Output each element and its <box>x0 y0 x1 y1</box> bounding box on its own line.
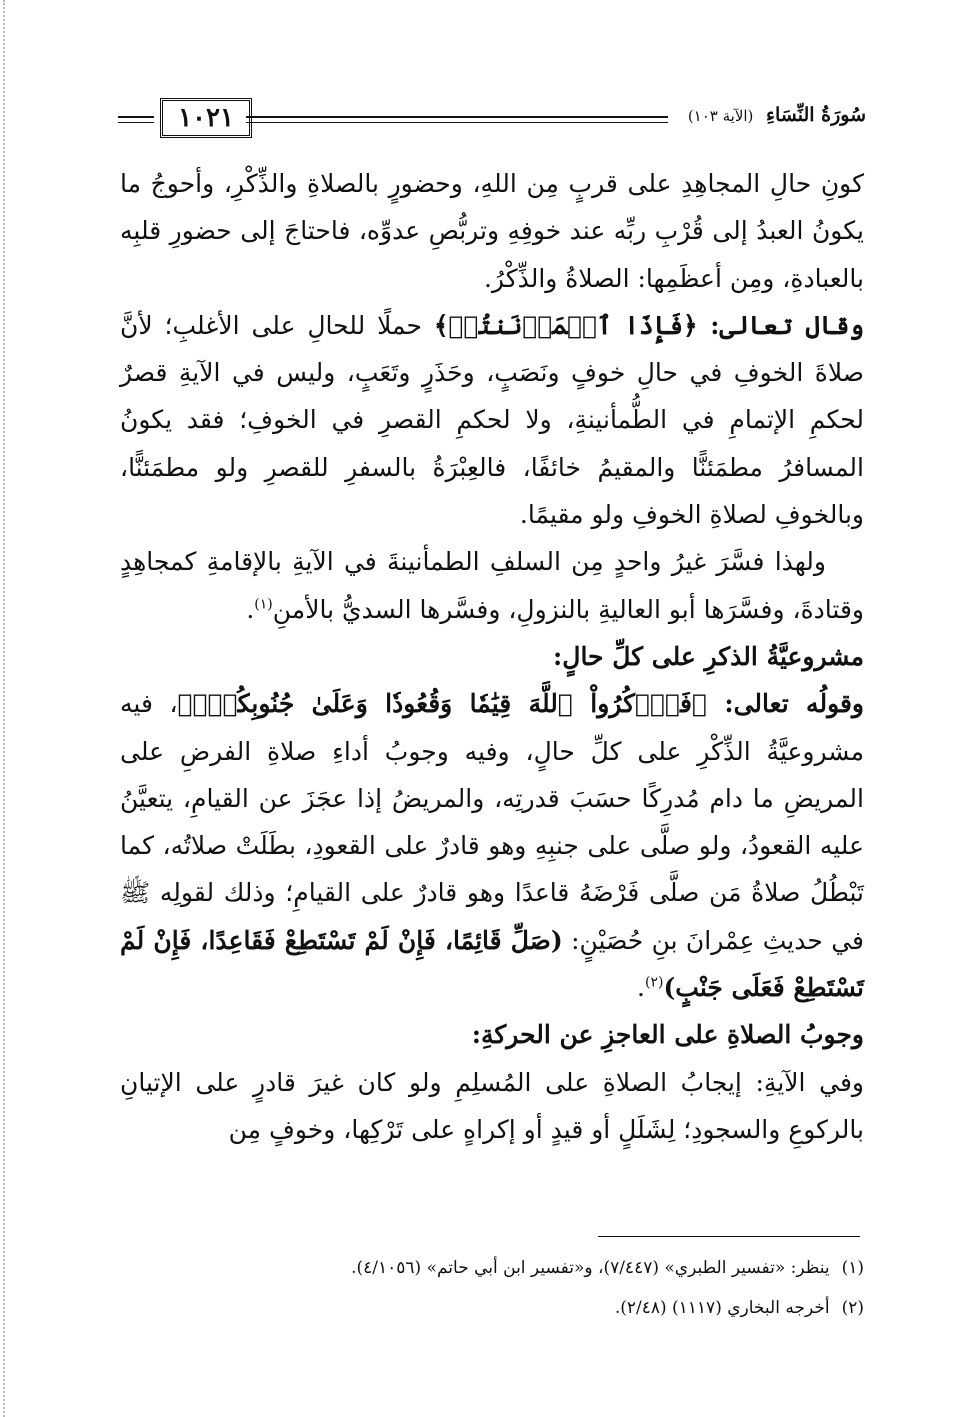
surah-name: سُورَةُ النِّسَاءِ <box>766 104 866 126</box>
header-rule <box>246 116 668 118</box>
paragraph-2 <box>120 302 864 538</box>
left-rule <box>118 116 154 118</box>
paragraph-text: ، فيه مشروعيَّةُ الذِّكْرِ على كلِّ حالٍ، وفيه وجوبُ أداءِ صلاةِ الفرضِ على المريضِ ما دام مُدرِكًا حسَبَ قدرتِه، والمريضُ إذا عجَزَ عن القيامِ، يتعيَّنُ عليه القعودُ، ولو صلَّى على جنبِهِ وهو قادرٌ على القعودِ، بطَلَتْ صلاتُه، كما تَبْطُلُ صلاةُ مَن صلَّى فَرْضَهُ قاعدًا وهو قادرٌ على القيامِ؛ وذلك لقولِه ﷺ في حديثِ عِمْرانَ بنِ حُصَيْنٍ: <box>120 689 864 955</box>
footnote-rule <box>598 1236 860 1237</box>
footnote-number: (١) <box>841 1258 864 1278</box>
section-heading: مشروعيَّةُ الذكرِ على كلِّ حالٍ: <box>553 641 864 671</box>
verse-label: (الآية ١٠٣) <box>687 107 754 125</box>
paragraph-tail: . <box>637 973 645 1003</box>
footnote-2 <box>120 1288 864 1328</box>
paragraph-4 <box>120 680 864 1011</box>
page-number <box>160 98 252 138</box>
footnote-1 <box>120 1248 864 1288</box>
left-rule-thin <box>118 122 154 123</box>
page-header <box>118 96 866 140</box>
footnote-text: ينظر: «تفسير الطبري» (٧/٤٤٧)، و«تفسير ابن أبي حاتم» (٤/١٠٥٦). <box>351 1258 830 1278</box>
footnotes <box>120 1248 864 1328</box>
paragraph-lead: وقال تعالى: <box>697 310 864 340</box>
scan-edge <box>3 0 11 1417</box>
footnote-ref: (١) <box>254 596 273 613</box>
paragraph-lead: وقولُه تعالى: <box>706 689 865 719</box>
paragraph-tail: . <box>246 594 255 624</box>
paragraph-5 <box>120 1059 864 1154</box>
paragraph-text: وفي الآيةِ: إيجابُ الصلاةِ على المُسلِمِ ولو كان غيرَ قادرٍ على الإتيانِ بالركوعِ والسجودِ؛ لِشَلَلٍ أو قيدٍ أو إكراهٍ على تَرْكِها، وخوفٍ مِن <box>120 1067 864 1144</box>
quran-verse: ﴿فَإِذَا ٱطۡمَأۡنَنتُمۡ﴾ <box>433 310 698 340</box>
paragraph-3 <box>120 538 864 633</box>
footnote-number: (٢) <box>841 1298 864 1318</box>
section-heading: وجوبُ الصلاةِ على العاجزِ عن الحركةِ: <box>471 1020 864 1050</box>
paragraph-1 <box>120 160 864 302</box>
page-body <box>120 160 864 1153</box>
paragraph-text: حملًا للحالِ على الأغلبِ؛ لأنَّ صلاةَ الخوفِ في حالِ خوفٍ ونَصَبٍ، وحَذَرٍ وتَعَبٍ، وليس في الآيةِ قصرٌ لحكمِ الإتمامِ في الطُّمأنينةِ، ولا لحكمِ القصرِ في الخوفِ؛ فقد يكونُ المسافرُ مطمَئنًّا والمقيمُ خائفًا، فالعِبْرَةُ بالسفرِ للقصرِ ولو مطمَئنًّا، وبالخوفِ لصلاةِ الخوفِ ولو مقيمًا. <box>120 310 864 530</box>
hadith-quote: (صَلِّ قَائِمًا، فَإِنْ لَمْ تَسْتَطِعْ فَقَاعِدًا، فَإِنْ لَمْ تَسْتَطِعْ فَعَلَى جَنْبٍ) <box>120 925 864 1003</box>
paragraph-text: كونِ حالِ المجاهِدِ على قربٍ مِن اللهِ، وحضورٍ بالصلاةِ والذِّكْرِ، وأحوجُ ما يكونُ العبدُ إلى قُرْبِ ربِّه عند خوفِهِ وتربُّصِ عدوِّه، فاحتاجَ إلى حضورِ قلبِه بالعبادةِ، ومِن أعظَمِها: الصلاةُ والذِّكْرُ. <box>120 169 864 293</box>
header-rule-thin <box>246 122 668 123</box>
paragraph-text: ولهذا فسَّرَ غيرُ واحدٍ مِن السلفِ الطمأنينةَ في الآيةِ بالإقامةِ كمجاهِدٍ وقتادةَ، وفسَّرَها أبو العاليةِ بالنزولِ، وفسَّرها السديُّ بالأمنِ <box>120 547 864 624</box>
footnote-ref: (٢) <box>645 974 664 991</box>
surah-title <box>688 104 866 126</box>
quran-verse: ﴿فَٱذۡكُرُواْ ٱللَّهَ قِيَٰمٗا وَقُعُودٗا وَعَلَىٰ جُنُوبِكُمۡۚ﴾ <box>177 689 707 719</box>
footnote-text: أخرجه البخاري (١١١٧) (٢/٤٨). <box>614 1298 830 1318</box>
page-number-text: ١٠٢١ <box>178 103 234 133</box>
